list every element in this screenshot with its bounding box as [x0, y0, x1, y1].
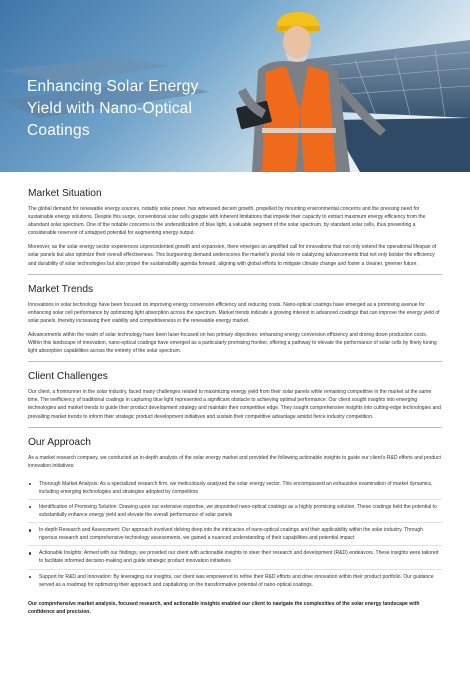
- list-item: [28, 522, 442, 545]
- list-item-text: Support for R&D and Innovation: By leveraging our insights, our client was empowered to refine their R&D efforts and drive innovation within their product portfolio. Our guidance served as a roadmap for optimizing their approach and capitalizing on the transformative potential of nano-optical coatings.: [39, 573, 434, 588]
- list-item-text: Identification of Promising Solution: Drawing upon our extensive expertise, we pinpointed nano-optical coatings as a highly promising solution. These coatings held the potential to substantially enhance energy yield and elevate the overall performance of solar panels: [39, 503, 437, 519]
- list-item: [28, 499, 442, 522]
- main-content: [0, 172, 470, 616]
- page-title: Enhancing Solar Energy Yield with Nano-Optical Coatings: [27, 78, 199, 139]
- section-our-approach: [28, 428, 442, 616]
- section-heading: Market Situation: [28, 188, 102, 199]
- list-item-text: Thorough Market Analysis: As a specialized research firm, we meticulously analyzed the solar energy sector. This encompassed an exhaustive examination of market dynamics, including emerging technologies and strategies adopted by competitors: [39, 480, 433, 495]
- bullet-icon: [29, 483, 31, 485]
- paragraph: Moreover, as the solar energy sector experiences unprecedented growth and expansion, there emerges an amplified call for innovations that not only extend the operational lifespan of solar panels but also optimize their overall effectiveness. This burgeoning demand underscores the market's pivotal role in catalyzing advancements that not only bolster the efficiency and durability of solar technologies but also propel the sustainability agenda forward, aligning with global efforts to mitigate climate change and foster a cleaner, greener future.: [28, 244, 437, 267]
- section-heading: Client Challenges: [28, 371, 108, 383]
- section-heading: Market Trends: [28, 283, 94, 295]
- hero-banner: [0, 0, 470, 172]
- list-item: [28, 569, 442, 592]
- paragraph: Our client, a frontrunner in the solar industry, faced many challenges related to maximizing energy yield from their solar panels while remaining competitive in the market at the same time. The inefficiency of traditional coatings in capturing blue light represented a significant obstacle to achieving optimal performance. Our client sought insights into emerging technologies and market trends to guide their product development strategy and maintain their competitive edge. They sought comprehensive insights into cutting-edge technologies and prevailing market trends to inform their strategic product development initiatives and sustain their competitive advantage amidst fierce industry competition.: [28, 389, 441, 420]
- closing-statement: Our comprehensive market analysis, focused research, and actionable insights enabled our client to navigate the complexities of the solar energy landscape with confidence and precision.: [28, 600, 420, 615]
- list-item-text: Actionable Insights: Armed with our findings, we provided our client with actionable insights to steer their research and development (R&D) endeavors. These insights were tailored to facilitate informed decision-making and guide strategic product innovation initiatives: [39, 550, 439, 565]
- approach-list: [28, 477, 442, 592]
- bullet-icon: [29, 576, 31, 578]
- list-item-text: In-depth Research and Assessment: Our approach involved delving deep into the intricacies of nano-optical coatings and their applicability within the solar industry. Through rigorous research and comprehensive technology assessments, we gained a nuanced understanding of their capabilities and potential impact: [39, 527, 423, 542]
- paragraph: The global demand for renewable energy sources, notably solar power, has witnessed decent growth, propelled by mounting environmental concerns and the pressing need for sustainable energy solutions. Despite this surge, conventional solar cells grapple with inherent limitations that impede their capacity to extract maximum energy efficiency from the abundant solar spectrum. One of the notable concerns is the underutilization of blue light, a valuable segment of the solar spectrum, by standard solar cells, thus presenting a considerable reservoir of untapped potential for augmenting energy output.: [28, 206, 426, 237]
- paragraph: Advancements within the realm of solar technology have been laser-focused on two primary objectives: enhancing energy conversion efficiency and driving down production costs. Within this landscape of innovation, nano-optical coatings have emerged as a particularly promising frontier, offering a pathway to elevate the performance of solar cells by finely tuning light absorption capabilities across the entirety of the solar spectrum.: [28, 331, 437, 355]
- list-item: [28, 477, 442, 499]
- bullet-icon: [29, 552, 31, 554]
- section-client-challenges: [28, 362, 442, 427]
- paragraph: As a market research company, we conducted an in-depth analysis of the solar energy market and provided the following actionable insights to guide our client's R&D efforts and product innovation initiatives:: [28, 454, 441, 469]
- section-market-situation: [28, 172, 442, 275]
- bullet-icon: [29, 506, 31, 508]
- bullet-icon: [29, 529, 31, 531]
- section-market-trends: [28, 275, 442, 363]
- list-item: [28, 545, 442, 568]
- section-heading: Our Approach: [28, 436, 91, 448]
- paragraph: Innovations in solar technology have been focused on improving energy conversion efficiency and reducing costs. Nano-optical coatings have emerged as a promising avenue for enhancing solar cell performance by optimizing light absorption across the spectrum. Market trends indicate a growing interest in advanced coatings that can improve the energy yield of solar panels, thereby increasing their viability and competitiveness in the renewable energy market.: [28, 301, 440, 324]
